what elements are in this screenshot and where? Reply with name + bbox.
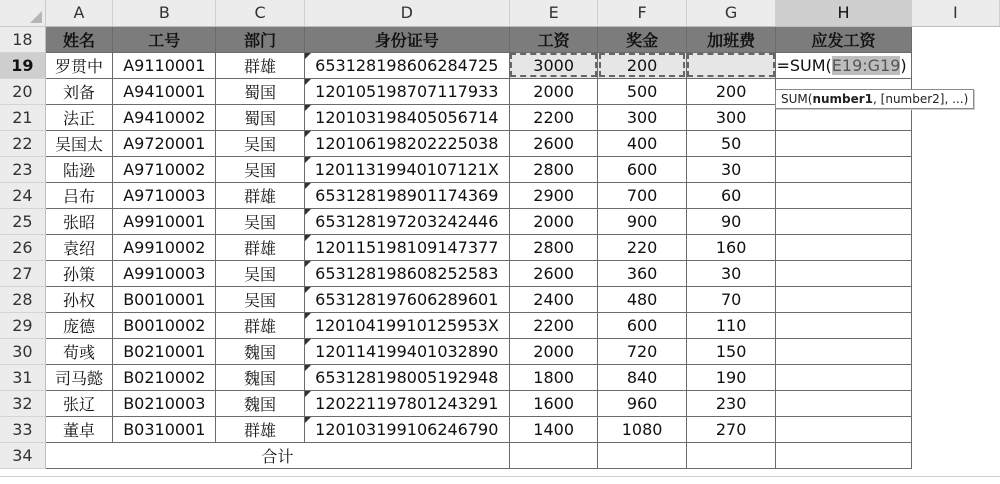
formula-suffix: ) xyxy=(900,55,907,75)
empty-cell[interactable] xyxy=(911,26,999,52)
cell-overtime[interactable]: 270 xyxy=(686,416,776,442)
total-row xyxy=(0,442,1000,468)
cell-dept[interactable]: 吴国 xyxy=(216,130,304,156)
cell-id[interactable]: A9710002 xyxy=(113,156,216,182)
cell-total-pay[interactable] xyxy=(776,312,911,338)
cell-id[interactable]: B0210001 xyxy=(113,338,216,364)
row-header[interactable]: 23 xyxy=(0,156,45,182)
header-cell-bonus[interactable]: 奖金 xyxy=(598,26,686,52)
empty-cell[interactable] xyxy=(911,416,999,442)
row-header[interactable]: 21 xyxy=(0,104,45,130)
empty-cell[interactable] xyxy=(911,338,999,364)
row-header[interactable]: 27 xyxy=(0,260,45,286)
cell-total-pay[interactable] xyxy=(776,130,911,156)
cell-name[interactable]: 孙权 xyxy=(45,286,112,312)
select-all-corner[interactable] xyxy=(0,0,45,26)
cell-name[interactable]: 法正 xyxy=(45,104,112,130)
cell-dept[interactable]: 群雄 xyxy=(216,182,304,208)
cell-salary[interactable]: 3000 xyxy=(509,52,597,78)
table-row xyxy=(0,312,1000,338)
cell-name[interactable]: 吕布 xyxy=(45,182,112,208)
column-header-c[interactable]: C xyxy=(216,0,304,26)
cell-dept[interactable]: 蜀国 xyxy=(216,78,304,104)
cell-overtime[interactable]: 50 xyxy=(686,130,776,156)
column-header-a[interactable]: A xyxy=(45,0,112,26)
cell-salary[interactable]: 2200 xyxy=(509,312,597,338)
cell-overtime[interactable]: 60 xyxy=(686,182,776,208)
cell-bonus[interactable]: 1080 xyxy=(598,416,686,442)
cell-dept[interactable]: 群雄 xyxy=(216,234,304,260)
table-header-row xyxy=(0,26,1000,52)
cell-dept[interactable]: 吴国 xyxy=(216,286,304,312)
cell-overtime[interactable]: 200 xyxy=(686,78,776,104)
cell-bonus[interactable]: 600 xyxy=(598,156,686,182)
cell-name[interactable]: 孙策 xyxy=(45,260,112,286)
tooltip-more-args: , [number2], ...) xyxy=(873,92,969,106)
cell-overtime[interactable]: 190 xyxy=(686,364,776,390)
select-all-triangle-icon xyxy=(30,11,42,23)
cell-bonus[interactable]: 700 xyxy=(598,182,686,208)
column-header-d[interactable]: D xyxy=(304,0,509,26)
cell-bonus[interactable]: 840 xyxy=(598,364,686,390)
column-header-h[interactable]: H xyxy=(776,0,911,26)
tooltip-function-name: SUM( xyxy=(781,92,813,106)
cell-id[interactable]: B0310001 xyxy=(113,416,216,442)
cell-overtime[interactable]: 90 xyxy=(686,208,776,234)
cell-idcard[interactable]: 120114199401032890 xyxy=(304,338,509,364)
cell-bonus[interactable]: 200 xyxy=(598,52,686,78)
total-pay-cell[interactable] xyxy=(776,442,911,468)
cell-salary[interactable]: 1600 xyxy=(509,390,597,416)
cell-name[interactable]: 庞德 xyxy=(45,312,112,338)
cell-bonus[interactable]: 500 xyxy=(598,78,686,104)
row-header[interactable]: 30 xyxy=(0,338,45,364)
table-row xyxy=(0,416,1000,442)
cell-idcard[interactable]: 120115198109147377 xyxy=(304,234,509,260)
active-formula-cell[interactable] xyxy=(776,52,911,78)
cell-name[interactable]: 张辽 xyxy=(45,390,112,416)
empty-cell[interactable] xyxy=(911,234,999,260)
cell-name[interactable]: 司马懿 xyxy=(45,364,112,390)
cell-total-pay[interactable] xyxy=(776,156,911,182)
total-overtime-cell[interactable] xyxy=(686,442,776,468)
cell-idcard[interactable]: 653128197606289601 xyxy=(304,286,509,312)
column-header-f[interactable]: F xyxy=(598,0,686,26)
cell-bonus[interactable]: 900 xyxy=(598,208,686,234)
cell-id[interactable]: A9410002 xyxy=(113,104,216,130)
header-cell-name[interactable]: 姓名 xyxy=(45,26,112,52)
row-header[interactable]: 22 xyxy=(0,130,45,156)
cell-overtime[interactable]: 160 xyxy=(686,234,776,260)
cell-dept[interactable]: 吴国 xyxy=(216,208,304,234)
cell-dept[interactable]: 蜀国 xyxy=(216,104,304,130)
cell-dept[interactable]: 群雄 xyxy=(216,416,304,442)
cell-name[interactable]: 荀彧 xyxy=(45,338,112,364)
cell-salary[interactable]: 2800 xyxy=(509,156,597,182)
table-row xyxy=(0,130,1000,156)
cell-id[interactable]: A9910001 xyxy=(113,208,216,234)
cell-total-pay[interactable] xyxy=(776,234,911,260)
column-header-e[interactable]: E xyxy=(509,0,597,26)
table-row xyxy=(0,338,1000,364)
cell-overtime[interactable]: 300 xyxy=(686,104,776,130)
cell-dept[interactable]: 群雄 xyxy=(216,312,304,338)
row-header[interactable]: 33 xyxy=(0,416,45,442)
cell-total-pay[interactable] xyxy=(776,390,911,416)
header-cell-total-pay[interactable]: 应发工资 xyxy=(776,26,911,52)
cell-id[interactable]: B0010001 xyxy=(113,286,216,312)
header-cell-overtime[interactable]: 加班费 xyxy=(686,26,776,52)
cell-name[interactable]: 张昭 xyxy=(45,208,112,234)
table-row xyxy=(0,156,1000,182)
column-header-i[interactable]: I xyxy=(911,0,999,26)
cell-name[interactable]: 袁绍 xyxy=(45,234,112,260)
cell-dept[interactable]: 魏国 xyxy=(216,338,304,364)
cell-salary[interactable]: 2900 xyxy=(509,182,597,208)
cell-id[interactable]: B0010002 xyxy=(113,312,216,338)
cell-dept[interactable]: 魏国 xyxy=(216,364,304,390)
total-label-cell[interactable]: 合计 xyxy=(45,442,509,468)
cell-name[interactable]: 陆逊 xyxy=(45,156,112,182)
header-cell-idcard[interactable]: 身份证号 xyxy=(304,26,509,52)
cell-id[interactable]: A9910003 xyxy=(113,260,216,286)
empty-cell[interactable] xyxy=(911,130,999,156)
table-row xyxy=(0,182,1000,208)
row-header[interactable]: 20 xyxy=(0,78,45,104)
cell-overtime[interactable]: 150 xyxy=(686,338,776,364)
function-tooltip xyxy=(775,89,974,109)
cell-overtime[interactable]: 230 xyxy=(686,390,776,416)
cell-total-pay[interactable] xyxy=(776,364,911,390)
empty-cell[interactable] xyxy=(911,260,999,286)
cell-total-pay[interactable] xyxy=(776,260,911,286)
empty-cell[interactable] xyxy=(911,364,999,390)
header-cell-dept[interactable]: 部门 xyxy=(216,26,304,52)
row-header[interactable]: 24 xyxy=(0,182,45,208)
cell-idcard[interactable]: 653128198608252583 xyxy=(304,260,509,286)
table-row xyxy=(0,234,1000,260)
cell-bonus[interactable]: 480 xyxy=(598,286,686,312)
cell-name[interactable]: 吴国太 xyxy=(45,130,112,156)
cell-id[interactable]: A9910002 xyxy=(113,234,216,260)
cell-name[interactable]: 董卓 xyxy=(45,416,112,442)
cell-total-pay[interactable] xyxy=(776,182,911,208)
cell-salary[interactable]: 2000 xyxy=(509,208,597,234)
row-header[interactable]: 31 xyxy=(0,364,45,390)
column-header-g[interactable]: G xyxy=(686,0,776,26)
cell-bonus[interactable]: 400 xyxy=(598,130,686,156)
cell-idcard[interactable]: 12010419910125953X xyxy=(304,312,509,338)
table-row xyxy=(0,364,1000,390)
row-header[interactable]: 26 xyxy=(0,234,45,260)
cell-salary[interactable]: 1800 xyxy=(509,364,597,390)
row-header[interactable]: 18 xyxy=(0,26,45,52)
header-cell-id[interactable]: 工号 xyxy=(113,26,216,52)
cell-total-pay[interactable] xyxy=(776,286,911,312)
table-row xyxy=(0,52,1000,78)
cell-overtime[interactable]: 30 xyxy=(686,156,776,182)
empty-cell[interactable] xyxy=(911,208,999,234)
cell-idcard[interactable]: 120103199106246790 xyxy=(304,416,509,442)
header-cell-salary[interactable]: 工资 xyxy=(509,26,597,52)
cell-total-pay[interactable] xyxy=(776,208,911,234)
row-header[interactable]: 25 xyxy=(0,208,45,234)
cell-id[interactable]: A9410001 xyxy=(113,78,216,104)
cell-dept[interactable]: 吴国 xyxy=(216,156,304,182)
cell-bonus[interactable]: 360 xyxy=(598,260,686,286)
table-row xyxy=(0,286,1000,312)
empty-cell[interactable] xyxy=(911,52,999,78)
cell-salary[interactable]: 1400 xyxy=(509,416,597,442)
cell-overtime[interactable]: 70 xyxy=(686,286,776,312)
cell-overtime[interactable]: 110 xyxy=(686,312,776,338)
row-header[interactable]: 34 xyxy=(0,442,45,468)
formula-text[interactable] xyxy=(776,56,906,75)
total-salary-cell[interactable] xyxy=(509,442,597,468)
formula-range-reference: E19:G19 xyxy=(831,55,901,75)
empty-cell[interactable] xyxy=(911,442,999,468)
cell-dept[interactable]: 魏国 xyxy=(216,390,304,416)
cell-name[interactable]: 罗贯中 xyxy=(45,52,112,78)
cell-idcard[interactable]: 12011319940107121X xyxy=(304,156,509,182)
cell-id[interactable]: B0210003 xyxy=(113,390,216,416)
cell-id[interactable]: A9710003 xyxy=(113,182,216,208)
cell-bonus[interactable]: 220 xyxy=(598,234,686,260)
cell-salary[interactable]: 2200 xyxy=(509,104,597,130)
cell-dept[interactable]: 吴国 xyxy=(216,260,304,286)
cell-overtime[interactable] xyxy=(686,52,776,78)
cell-bonus[interactable]: 300 xyxy=(598,104,686,130)
cell-id[interactable]: A9720001 xyxy=(113,130,216,156)
cell-bonus[interactable]: 720 xyxy=(598,338,686,364)
cell-idcard[interactable]: 653128197203242446 xyxy=(304,208,509,234)
cell-salary[interactable]: 2800 xyxy=(509,234,597,260)
empty-cell[interactable] xyxy=(911,312,999,338)
cell-name[interactable]: 刘备 xyxy=(45,78,112,104)
cell-overtime[interactable]: 30 xyxy=(686,260,776,286)
row-header[interactable]: 19 xyxy=(0,52,45,78)
formula-prefix: =SUM( xyxy=(776,55,832,75)
empty-cell[interactable] xyxy=(911,286,999,312)
cell-idcard[interactable]: 120105198707117933 xyxy=(304,78,509,104)
cell-idcard[interactable]: 653128198606284725 xyxy=(304,52,509,78)
cell-idcard[interactable]: 120221197801243291 xyxy=(304,390,509,416)
empty-cell[interactable] xyxy=(911,156,999,182)
cell-bonus[interactable]: 960 xyxy=(598,390,686,416)
tooltip-current-arg[interactable]: number1 xyxy=(812,92,874,106)
empty-cell[interactable] xyxy=(911,390,999,416)
total-bonus-cell[interactable] xyxy=(598,442,686,468)
cell-idcard[interactable]: 120103198405056714 xyxy=(304,104,509,130)
cell-salary[interactable]: 2000 xyxy=(509,78,597,104)
table-row xyxy=(0,260,1000,286)
table-row xyxy=(0,390,1000,416)
table-row xyxy=(0,208,1000,234)
cell-idcard[interactable]: 120106198202225038 xyxy=(304,130,509,156)
cell-total-pay[interactable] xyxy=(776,338,911,364)
cell-salary[interactable]: 2400 xyxy=(509,286,597,312)
cell-id[interactable]: A9110001 xyxy=(113,52,216,78)
column-header-b[interactable]: B xyxy=(113,0,216,26)
cell-salary[interactable]: 2600 xyxy=(509,130,597,156)
row-header[interactable]: 28 xyxy=(0,286,45,312)
grid-bottom-divider xyxy=(0,476,1000,477)
cell-total-pay[interactable] xyxy=(776,416,911,442)
cell-salary[interactable]: 2000 xyxy=(509,338,597,364)
cell-id[interactable]: B0210002 xyxy=(113,364,216,390)
row-header[interactable]: 32 xyxy=(0,390,45,416)
cell-bonus[interactable]: 600 xyxy=(598,312,686,338)
cell-idcard[interactable]: 653128198901174369 xyxy=(304,182,509,208)
cell-dept[interactable]: 群雄 xyxy=(216,52,304,78)
row-header[interactable]: 29 xyxy=(0,312,45,338)
empty-cell[interactable] xyxy=(911,182,999,208)
cell-salary[interactable]: 2600 xyxy=(509,260,597,286)
cell-idcard[interactable]: 653128198005192948 xyxy=(304,364,509,390)
